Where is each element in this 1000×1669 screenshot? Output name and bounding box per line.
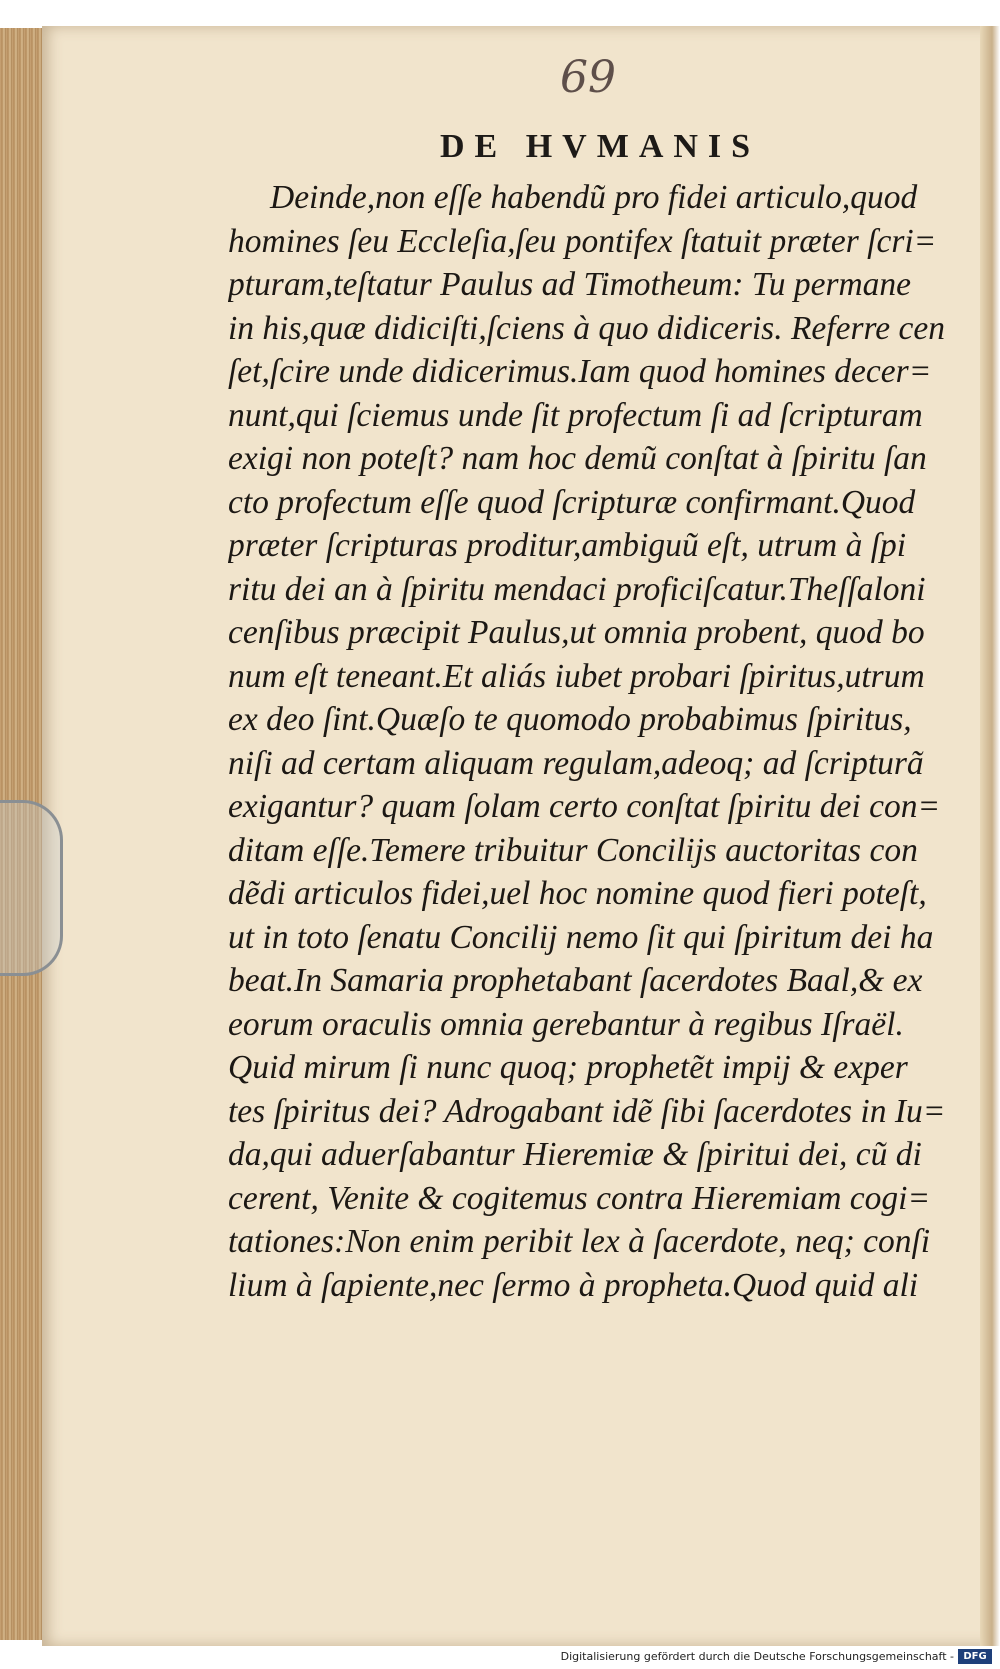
text-line: nunt,qui ſciemus unde ſit profectum ſi ad ſcripturam xyxy=(228,396,923,434)
text-line: Deinde,non eſſe habendũ pro fidei articulo,quod xyxy=(270,179,918,216)
text-line: in his,quæ didiciſti,ſciens à quo didiceris. Referre cen xyxy=(228,309,946,347)
text-line: præter ſcripturas proditur,ambiguũ eſt, utrum à ſpi xyxy=(228,527,907,564)
text-line: num eſt teneant.Et aliás iubet probari ſpiritus,utrum xyxy=(228,657,925,695)
text-line: eorum oraculis omnia gerebantur à regibus Iſraël. xyxy=(228,1005,904,1043)
scan-top-margin xyxy=(0,0,1000,28)
running-head: DE HVMANIS xyxy=(440,128,761,165)
text-line: cenſibus præcipit Paulus,ut omnia probent, quod bo xyxy=(228,614,925,651)
text-line: Quid mirum ſi nunc quoq; prophetẽt impij & exper xyxy=(228,1049,908,1086)
text-line: tationes:Non enim peribit lex à ſacerdote, neq; conſi xyxy=(228,1223,931,1260)
page-right-edge xyxy=(980,26,1000,1646)
text-line: ditam eſſe.Temere tribuitur Concilijs auctoritas con xyxy=(228,831,918,869)
text-line: da,qui aduerſabantur Hieremiæ & ſpiritui dei, cũ di xyxy=(228,1136,922,1173)
page-clip xyxy=(0,800,63,976)
text-line: ritu dei an à ſpiritu mendaci proficiſcatur.Theſſaloni xyxy=(228,570,926,608)
text-line: pturam,teſtatur Paulus ad Timotheum: Tu permane xyxy=(228,266,912,303)
text-line: exigantur? quam ſolam certo conſtat ſpiritu dei con= xyxy=(228,788,941,825)
text-line: dẽdi articulos fidei,uel hoc nomine quod fieri poteſt, xyxy=(228,875,927,912)
folio-number: 69 xyxy=(560,52,616,103)
text-line: cerent, Venite & cogitemus contra Hieremiam cogi= xyxy=(228,1179,931,1217)
text-line: cto profectum eſſe quod ſcripturæ confirmant.Quod xyxy=(228,483,916,521)
text-line: niſi ad certam aliquam regulam,adeoq; ad ſcripturã xyxy=(228,744,924,782)
text-line: ex deo ſint.Quæſo te quomodo probabimus ſpiritus, xyxy=(228,701,912,738)
text-line: ſet,ſcire unde didicerimus.Iam quod homines decer= xyxy=(228,353,932,390)
text-line: ut in toto ſenatu Concilij nemo ſit qui ſpiritum dei ha xyxy=(228,918,934,956)
text-block xyxy=(228,176,948,1307)
footer-bar xyxy=(0,1646,1000,1669)
text-line: tes ſpiritus dei? Adrogabant idẽ ſibi ſacerdotes in Iu= xyxy=(228,1092,946,1130)
dfg-logo: DFG xyxy=(958,1649,992,1664)
text-line: beat.In Samaria prophetabant ſacerdotes Baal,& ex xyxy=(228,962,923,999)
text-line: homines ſeu Eccleſia,ſeu pontifex ſtatuit præter ſcri= xyxy=(228,222,937,260)
digitization-credit: Digitalisierung gefördert durch die Deutsche Forschungsgemeinschaft - xyxy=(560,1650,954,1663)
text-line: exigi non poteſt? nam hoc demũ conſtat à ſpiritu ſan xyxy=(228,440,927,477)
text-line: lium à ſapiente,nec ſermo à propheta.Quod quid ali xyxy=(228,1266,919,1304)
